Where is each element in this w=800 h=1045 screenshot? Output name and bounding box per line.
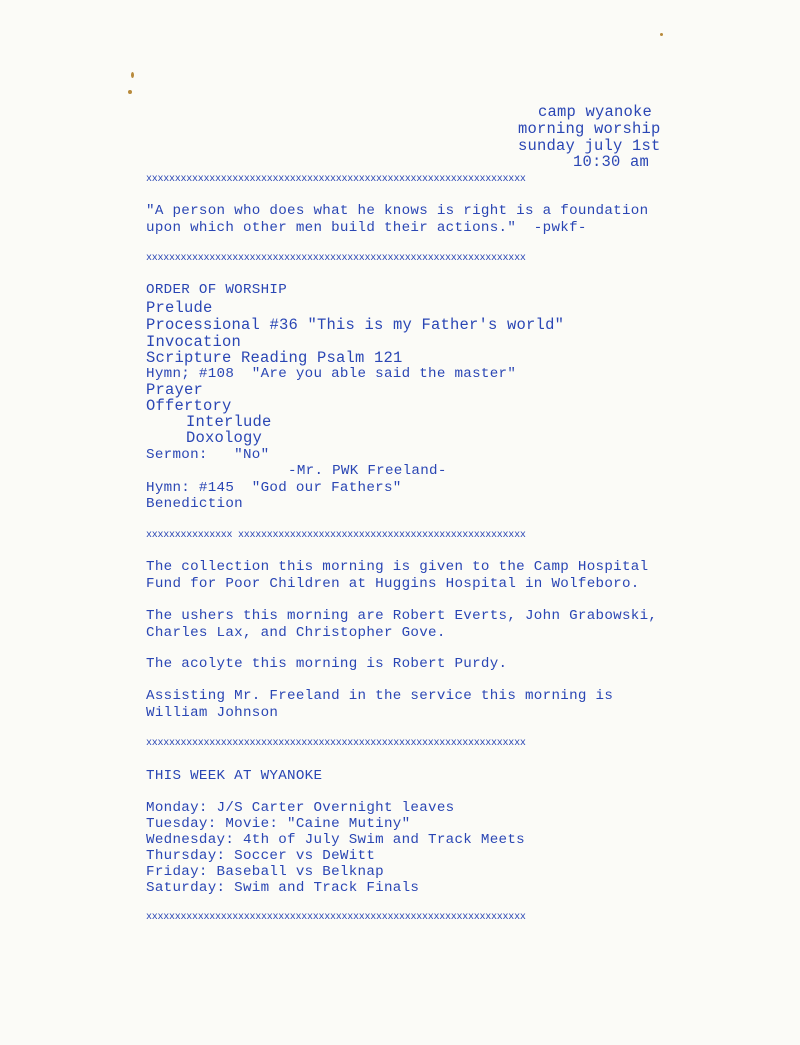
order-processional: Processional #36 "This is my Father's world" <box>146 316 565 334</box>
week-monday: Monday: J/S Carter Overnight leaves <box>146 800 455 816</box>
assist-line-1: Assisting Mr. Freeland in the service this morning is <box>146 688 614 704</box>
week-heading: THIS WEEK AT WYANOKE <box>146 768 323 784</box>
paper-speck <box>128 90 132 94</box>
order-invocation: Invocation <box>146 333 242 351</box>
order-hymn-1: Hymn; #108 "Are you able said the master" <box>146 366 517 382</box>
ushers-line-1: The ushers this morning are Robert Everts, John Grabowski, <box>146 608 658 624</box>
week-saturday: Saturday: Swim and Track Finals <box>146 880 420 896</box>
order-benediction: Benediction <box>146 496 243 512</box>
header-date: sunday july 1st <box>518 137 661 155</box>
separator-line: xxxxxxxxxxxxxxxxxxxxxxxxxxxxxxxxxxxxxxxxxxxxxxxxxxxxxxxxxxxxxxxxxx <box>146 174 526 185</box>
order-hymn-2: Hymn: #145 "God our Fathers" <box>146 480 402 496</box>
acolyte-line: The acolyte this morning is Robert Purdy. <box>146 656 508 672</box>
header-time: 10:30 am <box>573 153 650 171</box>
order-doxology: Doxology <box>186 429 263 447</box>
collection-line-1: The collection this morning is given to the Camp Hospital <box>146 559 649 575</box>
order-sermon: Sermon: "No" <box>146 447 270 463</box>
paper-speck <box>131 72 134 78</box>
week-tuesday: Tuesday: Movie: "Caine Mutiny" <box>146 816 411 832</box>
week-friday: Friday: Baseball vs Belknap <box>146 864 384 880</box>
quote-line-2: upon which other men build their actions." -pwkf- <box>146 220 587 236</box>
order-prayer: Prayer <box>146 381 204 399</box>
separator-line: xxxxxxxxxxxxxxxxxxxxxxxxxxxxxxxxxxxxxxxxxxxxxxxxxxxxxxxxxxxxxxxxxx <box>146 912 526 923</box>
collection-line-2: Fund for Poor Children at Huggins Hospital in Wolfeboro. <box>146 576 640 592</box>
separator-line: xxxxxxxxxxxxxxx xxxxxxxxxxxxxxxxxxxxxxxxxxxxxxxxxxxxxxxxxxxxxxxxxx <box>146 530 526 541</box>
separator-line: xxxxxxxxxxxxxxxxxxxxxxxxxxxxxxxxxxxxxxxxxxxxxxxxxxxxxxxxxxxxxxxxxx <box>146 738 526 749</box>
header-service: morning worship <box>518 120 661 138</box>
separator-line: xxxxxxxxxxxxxxxxxxxxxxxxxxxxxxxxxxxxxxxxxxxxxxxxxxxxxxxxxxxxxxxxxx <box>146 253 526 264</box>
order-preacher: -Mr. PWK Freeland- <box>288 463 447 479</box>
week-wednesday: Wednesday: 4th of July Swim and Track Meets <box>146 832 525 848</box>
order-heading: ORDER OF WORSHIP <box>146 282 288 298</box>
order-interlude: Interlude <box>186 413 272 431</box>
paper-speck <box>660 33 663 36</box>
order-scripture: Scripture Reading Psalm 121 <box>146 349 403 367</box>
week-thursday: Thursday: Soccer vs DeWitt <box>146 848 376 864</box>
order-prelude: Prelude <box>146 299 213 317</box>
ushers-line-2: Charles Lax, and Christopher Gove. <box>146 625 446 641</box>
header-camp: camp wyanoke <box>538 103 653 121</box>
quote-line-1: "A person who does what he knows is right is a foundation <box>146 203 649 219</box>
order-offertory: Offertory <box>146 397 232 415</box>
assist-line-2: William Johnson <box>146 705 279 721</box>
